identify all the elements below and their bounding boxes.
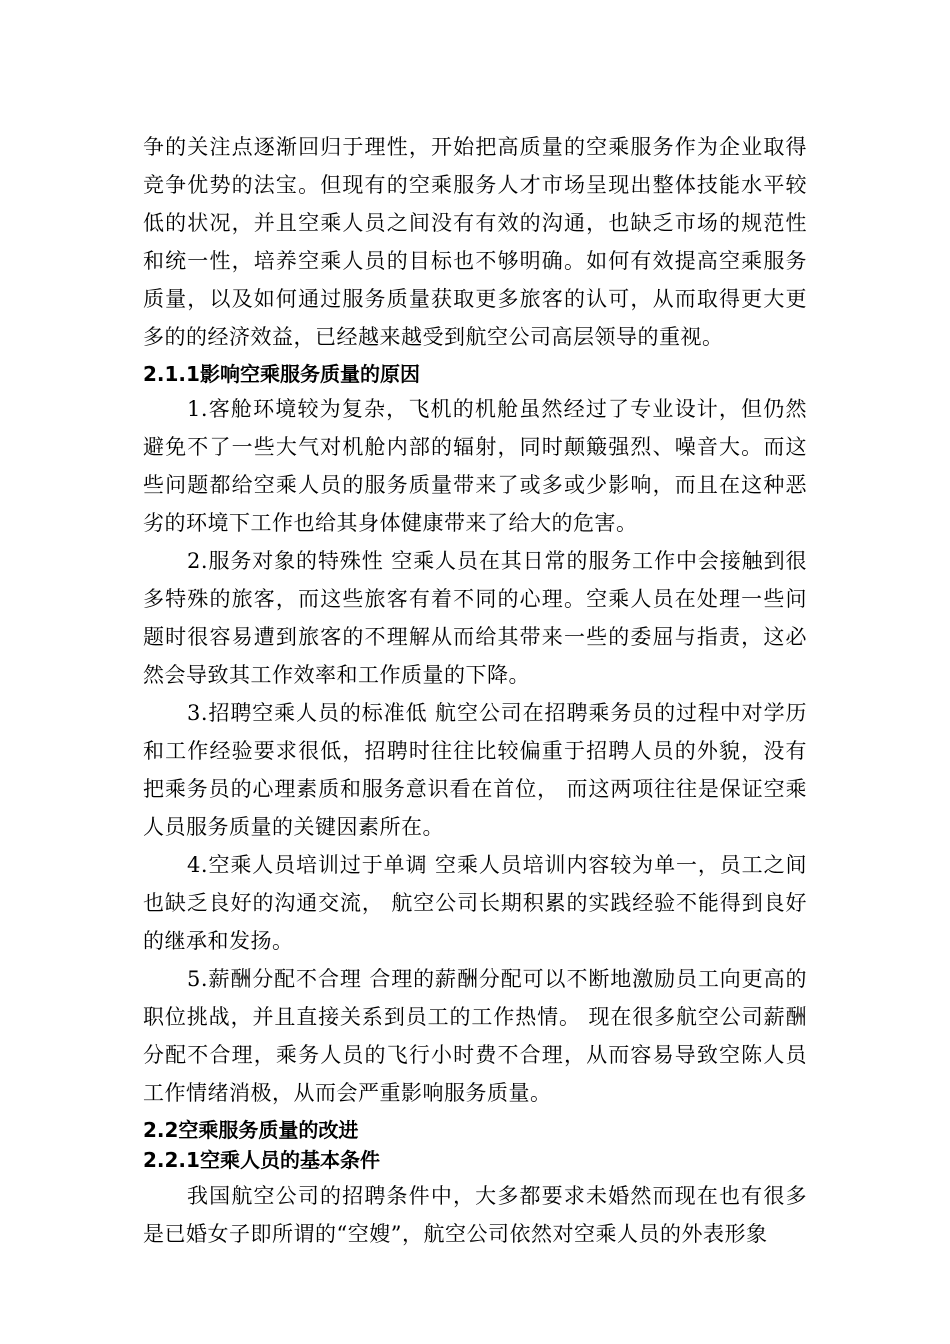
section-heading-2-2-1: 2.2.1空乘人员的基本条件 [143,1148,380,1172]
section-heading-2-1-1: 2.1.1影响空乘服务质量的原因 [143,362,420,386]
basic-conditions-paragraph: 我国航空公司的招聘条件中，大多都要求未婚然而现在也有很多是已婚女子即所谓的“空嫂”，航空公司依然对空乘人员的外表形象 [143,1184,807,1246]
reason-item-4: 4.空乘人员培训过于单调 空乘人员培训内容较为单一，员工之间也缺乏良好的沟通交流， 航空公司长期积累的实践经验不能得到良好的继承和发扬。 [143,853,807,953]
reason-item-2: 2.服务对象的特殊性 空乘人员在其日常的服务工作中会接触到很多特殊的旅客，而这些旅客有着不同的心理。空乘人员在处理一些问题时很容易遭到旅客的不理解从而给其带来一些的委屈与指责，这必然会导致其工作效率和工作质量的下降。 [143,549,807,687]
intro-paragraph: 争的关注点逐渐回归于理性，开始把高质量的空乘服务作为企业取得竞争优势的法宝。但现有的空乘服务人才市场呈现出整体技能水平较低的状况，并且空乘人员之间没有有效的沟通，也缺乏市场的规范性和统一性，培养空乘人员的目标也不够明确。如何有效提高空乘服务质量，以及如何通过服务质量获取更多旅客的认可，从而取得更大更多的的经济效益，已经越来越受到航空公司高层领导的重视。 [143,135,807,349]
reason-item-1: 1.客舱环境较为复杂，飞机的机舱虽然经过了专业设计，但仍然避免不了一些大气对机舱内部的辐射，同时颠簸强烈、噪音大。而这些问题都给空乘人员的服务质量带来了或多或少影响，而且在这种恶劣的环境下工作也给其身体健康带来了给大的危害。 [143,397,807,535]
section-heading-2-2: 2.2空乘服务质量的改进 [143,1118,359,1142]
reason-item-5: 5.薪酬分配不合理 合理的薪酬分配可以不断地激励员工向更高的职位挑战，并且直接关系到员工的工作热情。 现在很多航空公司薪酬分配不合理，乘务人员的飞行小时费不合理，从而容易导致空陈人员工作情绪消极，从而会严重影响服务质量。 [143,967,807,1105]
document-body [143,128,807,1253]
reason-item-3: 3.招聘空乘人员的标准低 航空公司在招聘乘务员的过程中对学历和工作经验要求很低，招聘时往往比较偏重于招聘人员的外貌，没有把乘务员的心理素质和服务意识看在首位， 而这两项往往是保证空乘人员服务质量的关键因素所在。 [143,701,807,839]
